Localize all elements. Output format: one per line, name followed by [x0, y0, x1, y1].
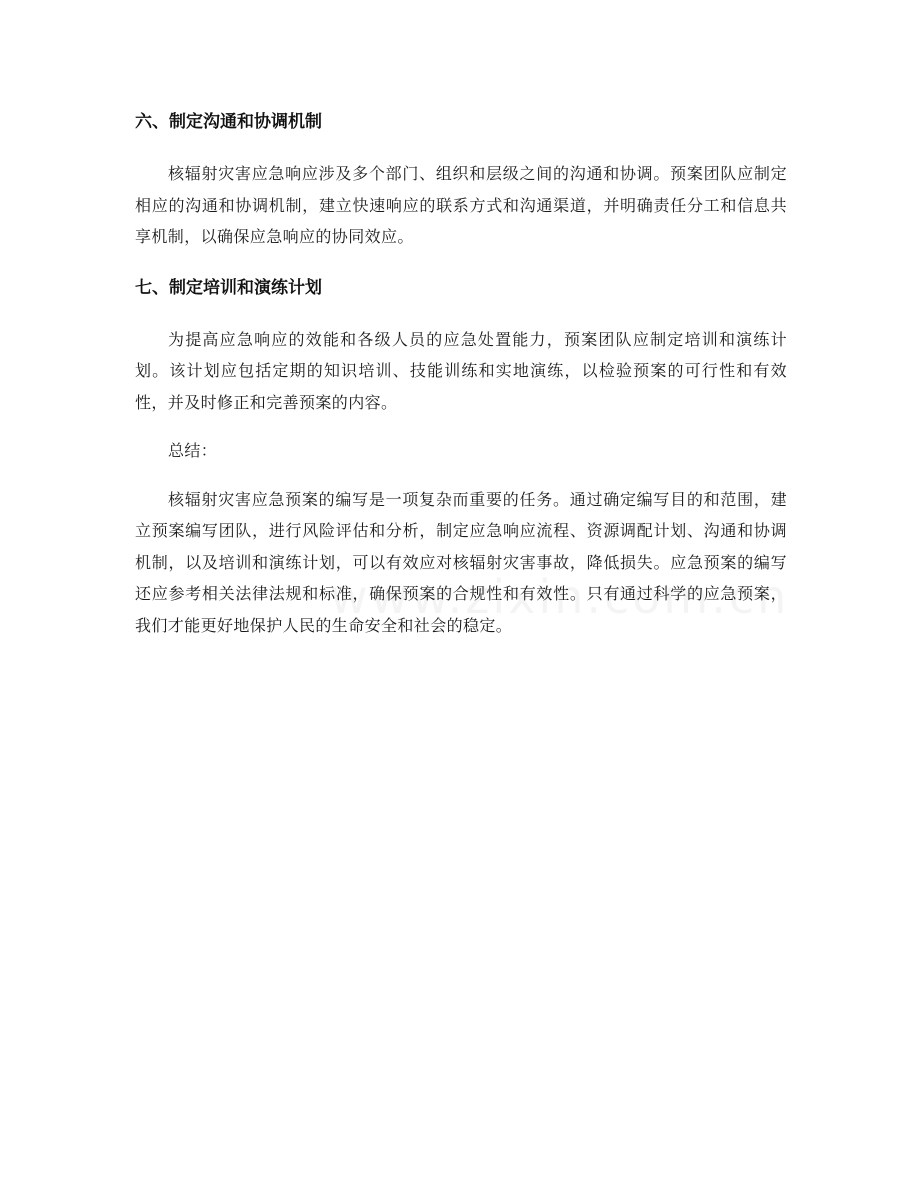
- section-heading-training: 七、制定培训和演练计划: [135, 277, 322, 298]
- section-heading-communication: 六、制定沟通和协调机制: [135, 112, 322, 132]
- section-body-communication: 核辐射灾害应急响应涉及多个部门、组织和层级之间的沟通和协调。预案团队应制定相应的沟通和协调机制，建立快速响应的联系方式和沟通渠道，并明确责任分工和信息共享机制，以确保应急响应的协同效应。: [135, 164, 787, 246]
- summary-body: 核辐射灾害应急预案的编写是一项复杂而重要的任务。通过确定编写目的和范围，建立预案编写团队，进行风险评估和分析，制定应急响应流程、资源调配计划、沟通和协调机制，以及培训和演练计划，可以有效应对核辐射灾害事故，降低损失。应急预案的编写还应参考相关法律法规和标准，确保预案的合规性和有效性。只有通过科学的应急预案，我们才能更好地保护人民的生命安全和社会的稳定。: [135, 489, 787, 635]
- summary-label: 总结：: [168, 441, 218, 460]
- section-body-training: 为提高应急响应的效能和各级人员的应急处置能力，预案团队应制定培训和演练计划。该计划应包括定期的知识培训、技能训练和实地演练，以检验预案的可行性和有效性，并及时修正和完善预案的内容。: [135, 329, 787, 412]
- document-content: [135, 106, 787, 641]
